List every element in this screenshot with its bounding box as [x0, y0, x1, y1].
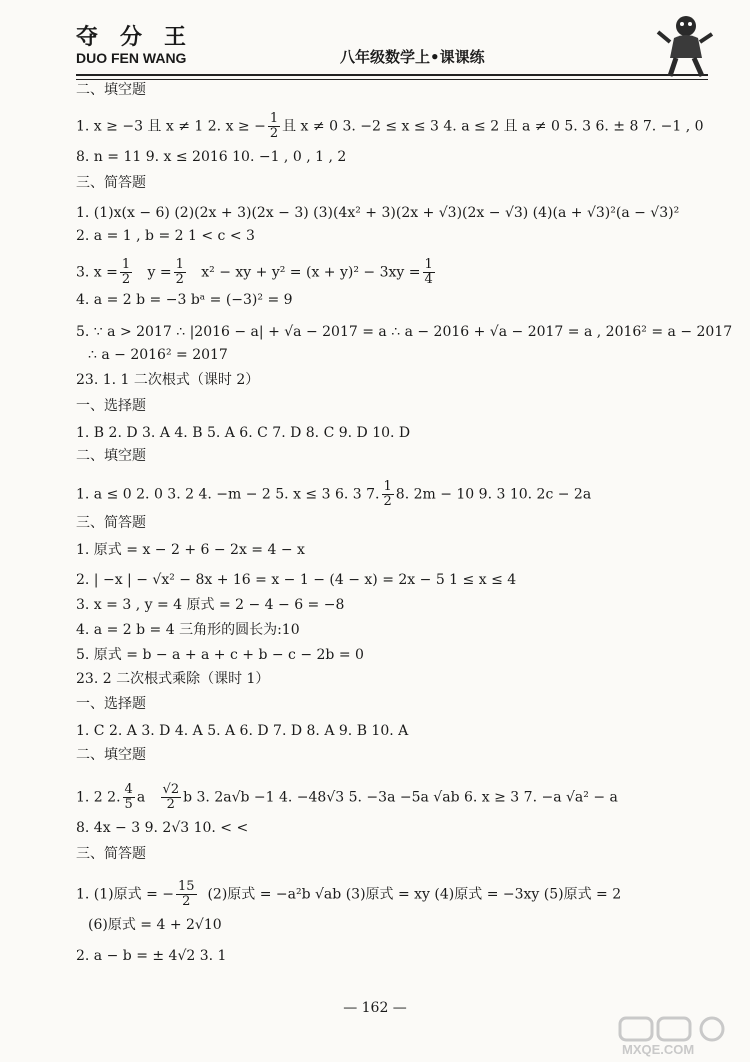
answer-line: 8. 4x − 3 9. 2√3 10. < <: [76, 820, 249, 836]
section-heading: 二、填空题: [76, 82, 146, 98]
section-heading: 一、选择题: [76, 398, 146, 414]
section-heading: 三、简答题: [76, 515, 146, 531]
answer-line: ∴ a − 2016² = 2017: [88, 347, 228, 363]
header-rule-thin: [76, 79, 708, 80]
answer-line: 1. a ≤ 0 2. 0 3. 2 4. −m − 2 5. x ≤ 3 6. 3 7. $\frac{1}{2}$ 8. 2m − 10 9. 3 10. 2c − 2a: [76, 479, 592, 509]
watermark-text: MXQE.COM: [622, 1042, 695, 1057]
answer-line: 3. x = 3 , y = 4 原式 = 2 − 4 − 6 = −8: [76, 597, 345, 613]
answer-line: 4. a = 2 b = 4 三角形的圆长为:10: [76, 622, 300, 638]
answer-line: 2. | −x | − √x² − 8x + 16 = x − 1 − (4 − x) = 2x − 5 1 ≤ x ≤ 4: [76, 572, 517, 588]
fraction: $\frac{4}{5}$: [124, 782, 133, 812]
answer-line: 1. x ≥ −3 且 x ≠ 1 2. x ≥ − $\frac{1}{2}$ 且 x ≠ 0 3. −2 ≤ x ≤ 3 4. a ≤ 2 且 a ≠ 0 5. 3 6. ± 8 7. −1 , 0: [76, 111, 704, 141]
answer-line: 1. (1)原式 = − $\frac{15}{2}$ (2)原式 = −a²b √ab (3)原式 = xy (4)原式 = −3xy (5)原式 = 2: [76, 879, 622, 909]
section-heading: 三、简答题: [76, 846, 146, 862]
answer-line: 1. 原式 = x − 2 + 6 − 2x = 4 − x: [76, 542, 305, 558]
answer-line: 2. a = 1 , b = 2 1 < c < 3: [76, 228, 255, 244]
brand-english: DUO FEN WANG: [76, 50, 187, 66]
answer-line: 1. (1)x(x − 6) (2)(2x + 3)(2x − 3) (3)(4x² + 3)(2x + √3)(2x − √3) (4)(a + √3)²(a − √3)²: [76, 205, 680, 221]
mascot-icon: [656, 12, 714, 78]
answer-line: 2. a − b = ± 4√2 3. 1: [76, 948, 227, 964]
book-title: 八年级数学上•课课练: [340, 48, 485, 66]
fraction: $\frac{1}{4}$: [424, 257, 433, 287]
answer-line: 5. ∵ a > 2017 ∴ |2016 − a| + √a − 2017 = a ∴ a − 2016 + √a − 2017 = a , 2016² = a − 2017: [76, 324, 733, 340]
page-number: — 162 —: [343, 1000, 407, 1016]
fraction: $\frac{√2}{2}$: [162, 782, 180, 812]
header-rule: [76, 74, 708, 76]
section-heading: 一、选择题: [76, 696, 146, 712]
fraction: $\frac{1}{2}$: [121, 257, 131, 287]
answer-line: 1. C 2. A 3. D 4. A 5. A 6. D 7. D 8. A 9. B 10. A: [76, 723, 409, 739]
answer-line: 1. 2 2. $\frac{4}{5}$ a $\frac{√2}{2}$ b 3. 2a√b −1 4. −48√3 5. −3a −5a √ab 6. x ≥ 3 7. −a √a² − a: [76, 782, 618, 812]
section-heading: 23. 2 二次根式乘除（课时 1）: [76, 671, 270, 687]
answer-line: 8. n = 11 9. x ≤ 2016 10. −1 , 0 , 1 , 2: [76, 149, 347, 165]
fraction: $\frac{15}{2}$: [178, 879, 195, 909]
answer-line: 3. x = $\frac{1}{2}$ y = $\frac{1}{2}$ x² − xy + y² = (x + y)² − 3xy = $\frac{1}{4}$: [76, 257, 433, 287]
answer-line: 4. a = 2 b = −3 bᵃ = (−3)² = 9: [76, 292, 293, 308]
brand-chinese: 夺分王: [76, 24, 209, 50]
answer-line: 1. B 2. D 3. A 4. B 5. A 6. C 7. D 8. C 9. D 10. D: [76, 425, 411, 441]
fraction: $\frac{1}{2}$: [383, 479, 392, 509]
section-heading: 二、填空题: [76, 747, 146, 763]
fraction: $\frac{1}{2}$: [175, 257, 184, 287]
fraction: $\frac{1}{2}$: [269, 111, 279, 141]
section-heading: 三、简答题: [76, 175, 146, 191]
answer-line: 5. 原式 = b − a + a + c + b − c − 2b = 0: [76, 647, 364, 663]
watermark-logo-icon: [612, 1016, 742, 1058]
section-heading: 23. 1. 1 二次根式（课时 2）: [76, 372, 260, 388]
section-heading: 二、填空题: [76, 448, 146, 464]
answer-line: (6)原式 = 4 + 2√10: [88, 917, 222, 933]
